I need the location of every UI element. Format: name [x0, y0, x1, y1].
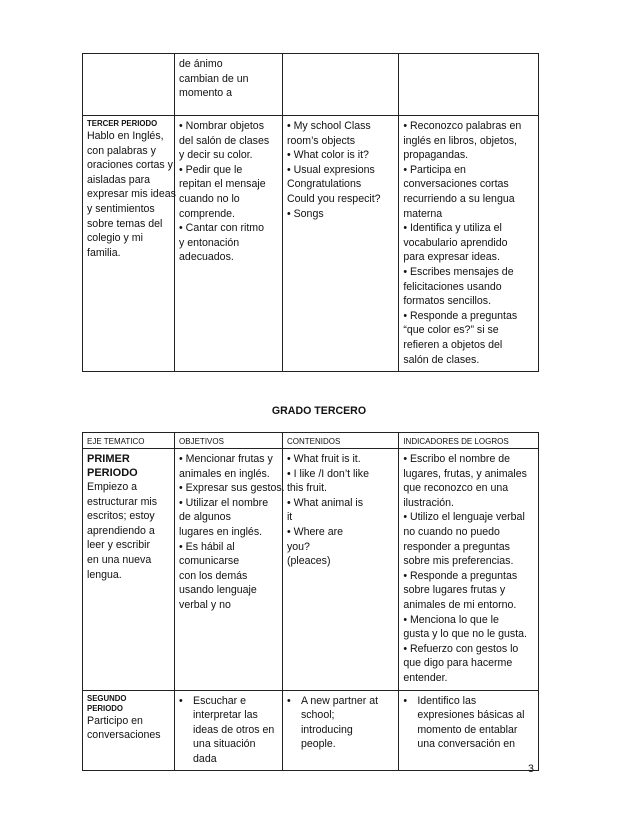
cell-line: animales en inglés. — [179, 467, 270, 480]
cell-line: felicitaciones usando — [403, 280, 502, 293]
cell-continuation — [175, 54, 283, 116]
cell-line: • I like /I don’t like — [286, 467, 369, 480]
cell-line: Participo en — [87, 714, 143, 727]
cell-line: conversaciones cortas — [403, 178, 509, 191]
cell-line: expresar mis ideas — [87, 188, 176, 201]
cell-line: • Escribo el nombre de — [403, 453, 511, 465]
cell-line: en una nueva — [87, 553, 152, 566]
table-third-period — [82, 53, 539, 372]
cell-line: it — [286, 511, 293, 524]
cell-line: school; — [300, 709, 335, 722]
cell-empty — [83, 54, 175, 116]
cell-line: una situación dada — [193, 738, 256, 765]
cell-line: lugares en inglés. — [179, 525, 263, 538]
cell-line: • My school Class — [286, 120, 371, 132]
cell-line: • What fruit is it. — [286, 453, 361, 465]
table-grade-three — [82, 432, 539, 771]
grade-title: GRADO TERCERO — [271, 405, 367, 417]
cell-indicadores — [399, 116, 539, 372]
cell-line: y entonación — [179, 236, 240, 249]
cell-line: conversaciones — [87, 729, 161, 742]
cell-line: estructurar mis — [87, 495, 158, 508]
table-row — [83, 690, 539, 771]
cell-empty — [282, 54, 398, 116]
cell-line: • What color is it? — [286, 149, 369, 162]
cell-line: escritos; estoy — [87, 510, 155, 523]
bullet-icon: • — [286, 694, 291, 707]
header-contenidos: CONTENIDOS — [282, 433, 398, 449]
cell-empty — [399, 54, 539, 116]
cell-line: que digo para hacerme — [403, 657, 513, 670]
cell-line: comunicarse — [179, 555, 240, 568]
cell-line: y decir su color. — [179, 149, 253, 162]
cell-line: no cuando no puedo — [403, 525, 500, 538]
cell-line: interpretar las — [193, 709, 258, 722]
cell-line: • Pedir que le — [179, 163, 243, 176]
cell-indicadores — [399, 690, 539, 771]
cell-line: • Menciona lo que le — [403, 613, 499, 626]
cell-objetivos — [175, 116, 283, 372]
cell-line: recurriendo a su lengua — [403, 192, 515, 205]
cell-line: con los demás — [179, 569, 248, 582]
cell-line: familia. — [87, 246, 121, 259]
period-label: PERIODO — [87, 703, 123, 713]
cell-line: momento de entablar — [417, 723, 518, 736]
period-label: PERIODO — [87, 467, 138, 479]
cell-contenidos — [282, 690, 398, 771]
cell-line: this fruit. — [286, 482, 327, 495]
bullet-icon: • — [403, 694, 408, 707]
cell-line: people. — [300, 738, 336, 751]
cell-line: de ánimo — [179, 58, 223, 70]
cell-line: ilustración. — [403, 496, 454, 509]
cell-line: sobre lugares frutas y — [403, 584, 506, 597]
table-row — [83, 116, 539, 372]
cell-objetivos — [175, 449, 283, 691]
bullet-icon: • — [179, 694, 183, 707]
cell-line: lugares, frutas, y animales — [403, 467, 527, 480]
cell-line: salón de clases. — [403, 353, 480, 366]
cell-line: Congratulations — [286, 178, 362, 191]
cell-line: una conversación en — [417, 738, 516, 751]
table-row — [83, 449, 539, 691]
cell-line: propagandas. — [403, 149, 469, 162]
cell-line: responder a preguntas — [403, 540, 510, 553]
cell-eje — [83, 690, 175, 771]
cell-line: para expresar ideas. — [403, 251, 500, 264]
bullet-item — [179, 694, 279, 767]
cell-line: Identifico las — [417, 694, 477, 707]
table-header-row — [83, 433, 539, 449]
cell-eje — [83, 116, 175, 372]
cell-line: cuando no lo — [179, 192, 240, 205]
cell-line: sobre mis preferencias. — [403, 555, 514, 568]
cell-line: introducing — [300, 723, 353, 736]
bullet-item — [287, 694, 395, 752]
cell-line: entender. — [403, 671, 448, 684]
cell-line: • Songs — [286, 207, 324, 220]
period-label: PRIMER — [87, 453, 130, 465]
cell-line: • Nombrar objetos — [179, 120, 264, 132]
cell-contenidos — [282, 116, 398, 372]
cell-line: • Where are — [286, 525, 344, 538]
cell-line: Could you respecit? — [286, 192, 381, 205]
cell-line: repitan el mensaje — [179, 178, 266, 191]
cell-line: animales de mi entorno. — [403, 598, 517, 611]
cell-line: inglés en libros, objetos, — [403, 134, 517, 147]
cell-line: y sentimientos — [87, 202, 155, 215]
cell-line: expresiones básicas al — [417, 709, 525, 722]
cell-line: ideas de otros en — [193, 723, 275, 736]
cell-line: de algunos — [179, 511, 231, 524]
cell-line: • Es hábil al — [179, 540, 235, 553]
cell-line: • Utilizo el lenguaje verbal — [403, 511, 525, 524]
cell-line: vocabulario aprendido — [403, 236, 508, 249]
cell-line: Hablo en Inglés, — [87, 130, 164, 142]
cell-line: “que color es?” si se — [403, 324, 499, 337]
cell-line: con palabras y — [87, 144, 156, 157]
cell-line: aprendiendo a — [87, 524, 155, 537]
cell-line: Empiezo a — [87, 481, 138, 493]
cell-line: momento a — [179, 87, 233, 100]
period-label: SEGUNDO — [87, 693, 127, 703]
cell-contenidos — [282, 449, 398, 691]
period-label: TERCER PERIODO — [87, 119, 158, 128]
header-eje: EJE TEMATICO — [83, 433, 175, 449]
cell-line: sobre temas del — [87, 217, 163, 230]
cell-line: que reconozco en una — [403, 482, 509, 495]
cell-line: adecuados. — [179, 251, 234, 264]
cell-line: • Refuerzo con gestos lo — [403, 642, 519, 655]
cell-line: leer y escribir — [87, 539, 150, 552]
cell-line: usando lenguaje — [179, 584, 257, 597]
cell-line: aisladas para — [87, 173, 151, 186]
header-objetivos: OBJETIVOS — [175, 433, 283, 449]
cell-line: materna — [403, 207, 443, 220]
cell-line: lengua. — [87, 568, 122, 581]
cell-line: Escuchar e — [193, 694, 247, 707]
table-row — [83, 54, 539, 116]
header-indicadores: INDICADORES DE LOGROS — [399, 433, 539, 449]
cell-line: (pleaces) — [286, 555, 331, 568]
cell-line: refieren a objetos del — [403, 338, 503, 351]
cell-line: • What animal is — [286, 496, 364, 509]
cell-line: del salón de clases — [179, 134, 270, 147]
cell-line: formatos sencillos. — [403, 295, 492, 308]
cell-line: colegio y mi — [87, 232, 143, 245]
cell-line: cambian de un — [179, 72, 249, 85]
cell-line: • Utilizar el nombre — [179, 496, 269, 509]
cell-line: • Mencionar frutas y — [179, 453, 273, 465]
cell-line: room’s objects — [286, 134, 356, 147]
cell-eje — [83, 449, 175, 691]
cell-line: you? — [286, 540, 310, 553]
cell-line: comprende. — [179, 207, 235, 220]
cell-line: • Expresar sus gestos. — [179, 482, 285, 495]
cell-line: • Cantar con ritmo — [179, 222, 264, 235]
cell-line: • Usual expresions — [286, 163, 375, 176]
cell-line: verbal y no — [179, 598, 231, 611]
cell-line: A new partner at — [300, 694, 379, 707]
cell-line: oraciones cortas y — [87, 159, 173, 172]
cell-objetivos — [175, 690, 283, 771]
cell-line: • Escribes mensajes de — [403, 265, 514, 278]
cell-line: • Identifica y utiliza el — [403, 222, 502, 235]
cell-line: • Responde a preguntas — [403, 309, 518, 322]
cell-line: • Responde a preguntas — [403, 569, 518, 582]
bullet-item — [403, 694, 535, 752]
cell-line: gusta y lo que no le gusta. — [403, 628, 527, 641]
cell-line: • Reconozco palabras en — [403, 120, 522, 132]
cell-indicadores — [399, 449, 539, 691]
page-number: 3 — [528, 763, 534, 775]
cell-line: • Participa en — [403, 163, 466, 176]
